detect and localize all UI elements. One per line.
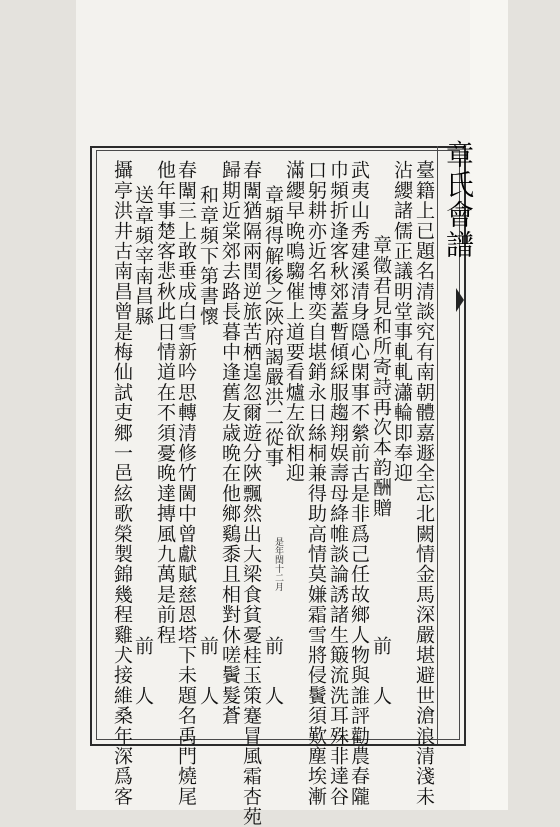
text-column: 巾頻折逢客秋郊蓋暫傾綵服趨翔娱壽母絳帷談論誘諸生簸流洗耳殊非達谷 [327,160,349,807]
interlinear-note: 是年閏十二月 [273,537,283,591]
text-column: 口躬耕亦近名博奕自堪銷永日絲桐兼得助高情莫嫌霜雪將侵鬢須歎塵埃漸 [305,160,327,807]
text-column: 春闈三上敢垂成白雪新吟思轉清修竹閫中曾獻賦慈恩塔下未題名禹門燒尾 [175,160,197,807]
author-attribution: 前 人 [370,636,392,711]
author-attribution: 前 人 [197,636,219,711]
text-column: 攝亭洪井古南昌曾是梅仙試吏郷一邑絃歌榮製錦幾程雞犬接維桑年深爲客 [111,160,133,807]
text-column: 滿纓早晩鳴騶催上道要看爐左欲相迎 [283,160,305,484]
text-column: 章徵君見和所寄詩再次本韵酬贈 [370,235,392,518]
text-column: 武夷山秀建溪清身隱心閑事不縈前古是非爲己任故鄉人物與誰評勸農春隴 [348,160,370,807]
text-column: 歸期近棠郊去路長暮中逢舊友歳晩在他鄉鷄黍且相對休嗟鬢髮蒼 [219,160,241,726]
title-column-divider [437,146,438,744]
text-column: 和章頻下第書懷 [197,185,219,327]
text-column: 沾纓諸儒正議明堂事軋軋瀟輪即奉迎 [391,160,413,484]
text-column: 他年事楚客悲秋此日情道在不須憂晚達摶風九萬是前程 [154,160,176,645]
author-attribution: 前 人 [262,636,284,711]
author-attribution: 前 人 [132,636,154,711]
text-column: 臺籍上已題名清談究有南朝體嘉遯全忘北闕情金馬深嚴堪避世滄浪清淺未 [413,160,435,807]
text-column: 送章頻宰南昌縣 [132,185,154,327]
text-column: 章頻得解後之陜府謁嚴洪二從事 [262,185,284,468]
page-margin [470,0,508,810]
book-title: 章氏會譜 [442,140,475,260]
text-column: 春闈猶隔兩閏逆旅苦栖遑忽爾遊分陜飄然出大梁食貧憂桂玉策蹇冒風霜杏苑 [240,160,262,827]
